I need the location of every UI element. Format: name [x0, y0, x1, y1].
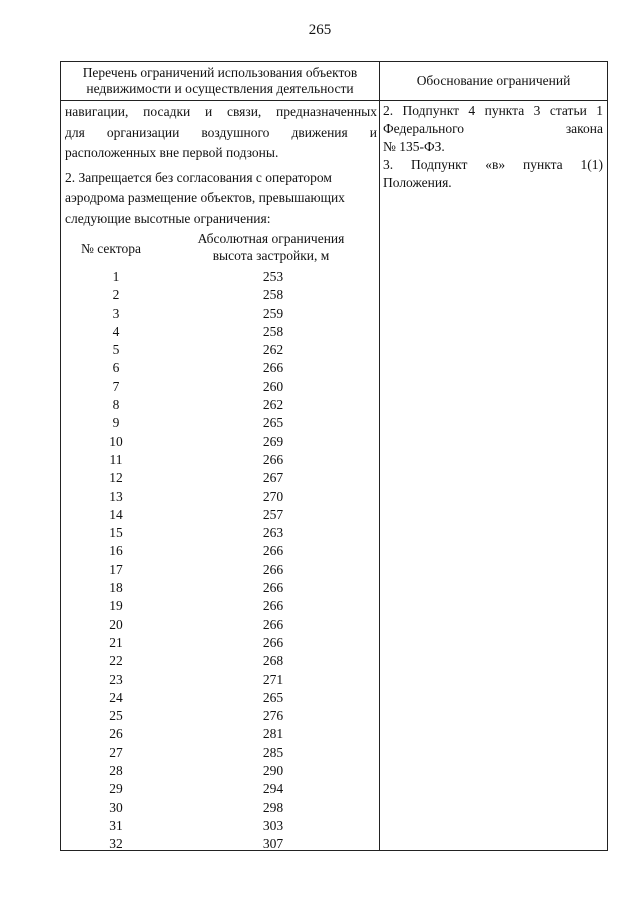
sector-row	[65, 687, 377, 705]
sector-number: 27	[109, 744, 123, 760]
text-line: для организации воздушного движения и	[65, 124, 377, 140]
column-divider	[379, 62, 380, 850]
sector-row	[65, 486, 377, 504]
sector-row	[65, 650, 377, 668]
sector-height: 270	[262, 488, 284, 504]
sector-number: 32	[109, 836, 123, 852]
restrictions-cell	[65, 102, 377, 852]
text-line: 2. Запрещается без согласования с оператором	[65, 169, 332, 185]
sector-row	[65, 266, 377, 284]
sector-row	[65, 815, 377, 833]
sector-height: 281	[262, 726, 284, 742]
sector-height: 303	[262, 817, 284, 833]
sector-number: 15	[109, 525, 123, 541]
sector-number: 11	[109, 451, 123, 467]
justification-cell	[383, 102, 603, 192]
sector-number: 5	[112, 342, 120, 358]
page-number: 265	[308, 22, 332, 38]
sector-height: 266	[262, 543, 284, 559]
sector-height: 258	[262, 287, 284, 303]
header-divider	[61, 100, 607, 101]
height-header-line-1: Абсолютная ограничения	[197, 231, 345, 246]
sector-height: 267	[262, 470, 284, 486]
sector-height: 262	[262, 342, 284, 358]
sector-height: 260	[262, 378, 284, 394]
sector-height: 257	[262, 506, 284, 522]
sector-row	[65, 833, 377, 851]
sector-number: 25	[109, 708, 123, 724]
sector-height: 307	[262, 836, 284, 852]
sector-row	[65, 321, 377, 339]
sector-row	[65, 467, 377, 485]
sector-number: 13	[109, 488, 123, 504]
sector-row	[65, 595, 377, 613]
sector-height: 265	[262, 689, 284, 705]
justification-line: 3. Подпункт «в» пункта 1(1)	[383, 157, 603, 172]
sector-height: 290	[262, 763, 284, 779]
sector-row	[65, 723, 377, 741]
sector-height: 259	[262, 305, 284, 321]
sector-height: 265	[262, 415, 284, 431]
sector-height: 262	[262, 397, 284, 413]
sector-number: 19	[109, 598, 123, 614]
sector-height: 294	[262, 781, 284, 797]
sector-row	[65, 357, 377, 375]
sector-row	[65, 577, 377, 595]
paragraph-item-2	[65, 168, 377, 230]
sector-number: 7	[112, 378, 120, 394]
sector-row	[65, 742, 377, 760]
sector-row	[65, 394, 377, 412]
sector-height: 266	[262, 598, 284, 614]
sector-number: 10	[109, 433, 123, 449]
sector-row	[65, 669, 377, 687]
sector-number: 20	[109, 616, 123, 632]
sector-number: 4	[112, 323, 120, 339]
sector-height: 258	[262, 323, 284, 339]
sector-number: 31	[109, 817, 123, 833]
sector-height: 266	[262, 616, 284, 632]
sector-number: 23	[109, 671, 123, 687]
sector-row	[65, 431, 377, 449]
sector-row	[65, 339, 377, 357]
sector-number: 2	[112, 287, 120, 303]
sector-number: 24	[109, 689, 123, 705]
sector-number: 12	[109, 470, 123, 486]
sector-row	[65, 760, 377, 778]
sector-number: 17	[109, 561, 123, 577]
sector-row	[65, 522, 377, 540]
sector-height: 271	[262, 671, 284, 687]
sector-number: 22	[109, 653, 123, 669]
sector-number: 6	[112, 360, 120, 376]
sector-row	[65, 376, 377, 394]
sector-height: 276	[262, 708, 284, 724]
sector-row	[65, 778, 377, 796]
header-restrictions-list	[61, 62, 379, 100]
header-left-line-2: недвижимости и осуществления деятельности	[86, 81, 354, 96]
sector-row	[65, 797, 377, 815]
sector-row	[65, 632, 377, 650]
sector-table-header	[65, 232, 377, 266]
text-line: аэродрома размещение объектов, превышающих	[65, 190, 345, 205]
sector-number: 18	[109, 580, 123, 596]
justification-line: Положения.	[383, 175, 452, 190]
sector-height: 266	[262, 360, 284, 376]
header-left-line-1: Перечень ограничений использования объектов	[82, 65, 358, 80]
sector-number: 21	[109, 634, 123, 650]
sector-row	[65, 559, 377, 577]
sector-height: 263	[262, 525, 284, 541]
sector-height: 266	[262, 451, 284, 467]
sector-height: 298	[262, 799, 284, 815]
sector-height: 285	[262, 744, 284, 760]
sector-height: 268	[262, 653, 284, 669]
sector-height: 253	[262, 269, 284, 284]
text-line: навигации, посадки и связи, предназначенных	[65, 104, 377, 119]
sector-row	[65, 449, 377, 467]
sector-number: 14	[109, 506, 123, 522]
sector-row	[65, 412, 377, 430]
sector-number: 28	[109, 763, 123, 779]
sector-number: 3	[112, 305, 120, 321]
sector-number: 8	[112, 397, 120, 413]
sector-height: 266	[262, 634, 284, 650]
sector-number: 26	[109, 726, 123, 742]
header-justification: Обоснование ограничений	[416, 73, 571, 88]
justification-line: 2. Подпункт 4 пункта 3 статьи 1	[383, 103, 603, 118]
paragraph-continuation	[65, 102, 377, 164]
sector-row	[65, 614, 377, 632]
sector-row	[65, 705, 377, 723]
sector-row	[65, 540, 377, 558]
sector-number: 29	[109, 781, 123, 797]
text-line: следующие высотные ограничения:	[65, 210, 271, 226]
sector-number: 1	[112, 269, 120, 284]
sector-rows	[65, 266, 377, 852]
sector-row	[65, 303, 377, 321]
sector-height: 266	[262, 561, 284, 577]
sector-height: 269	[262, 433, 284, 449]
sector-column-header: № сектора	[81, 241, 141, 256]
height-header-line-2: высота застройки, м	[212, 248, 330, 263]
sector-row	[65, 504, 377, 522]
sector-number: 30	[109, 799, 123, 815]
sector-row	[65, 284, 377, 302]
sector-height: 266	[262, 580, 284, 596]
sector-number: 16	[109, 543, 123, 559]
justification-line: № 135-ФЗ.	[383, 139, 445, 154]
height-column-header	[173, 230, 369, 264]
restrictions-table	[60, 61, 608, 851]
text-line: расположенных вне первой подзоны.	[65, 145, 279, 160]
sector-number: 9	[112, 415, 120, 431]
justification-line: Федерального закона	[383, 121, 603, 136]
